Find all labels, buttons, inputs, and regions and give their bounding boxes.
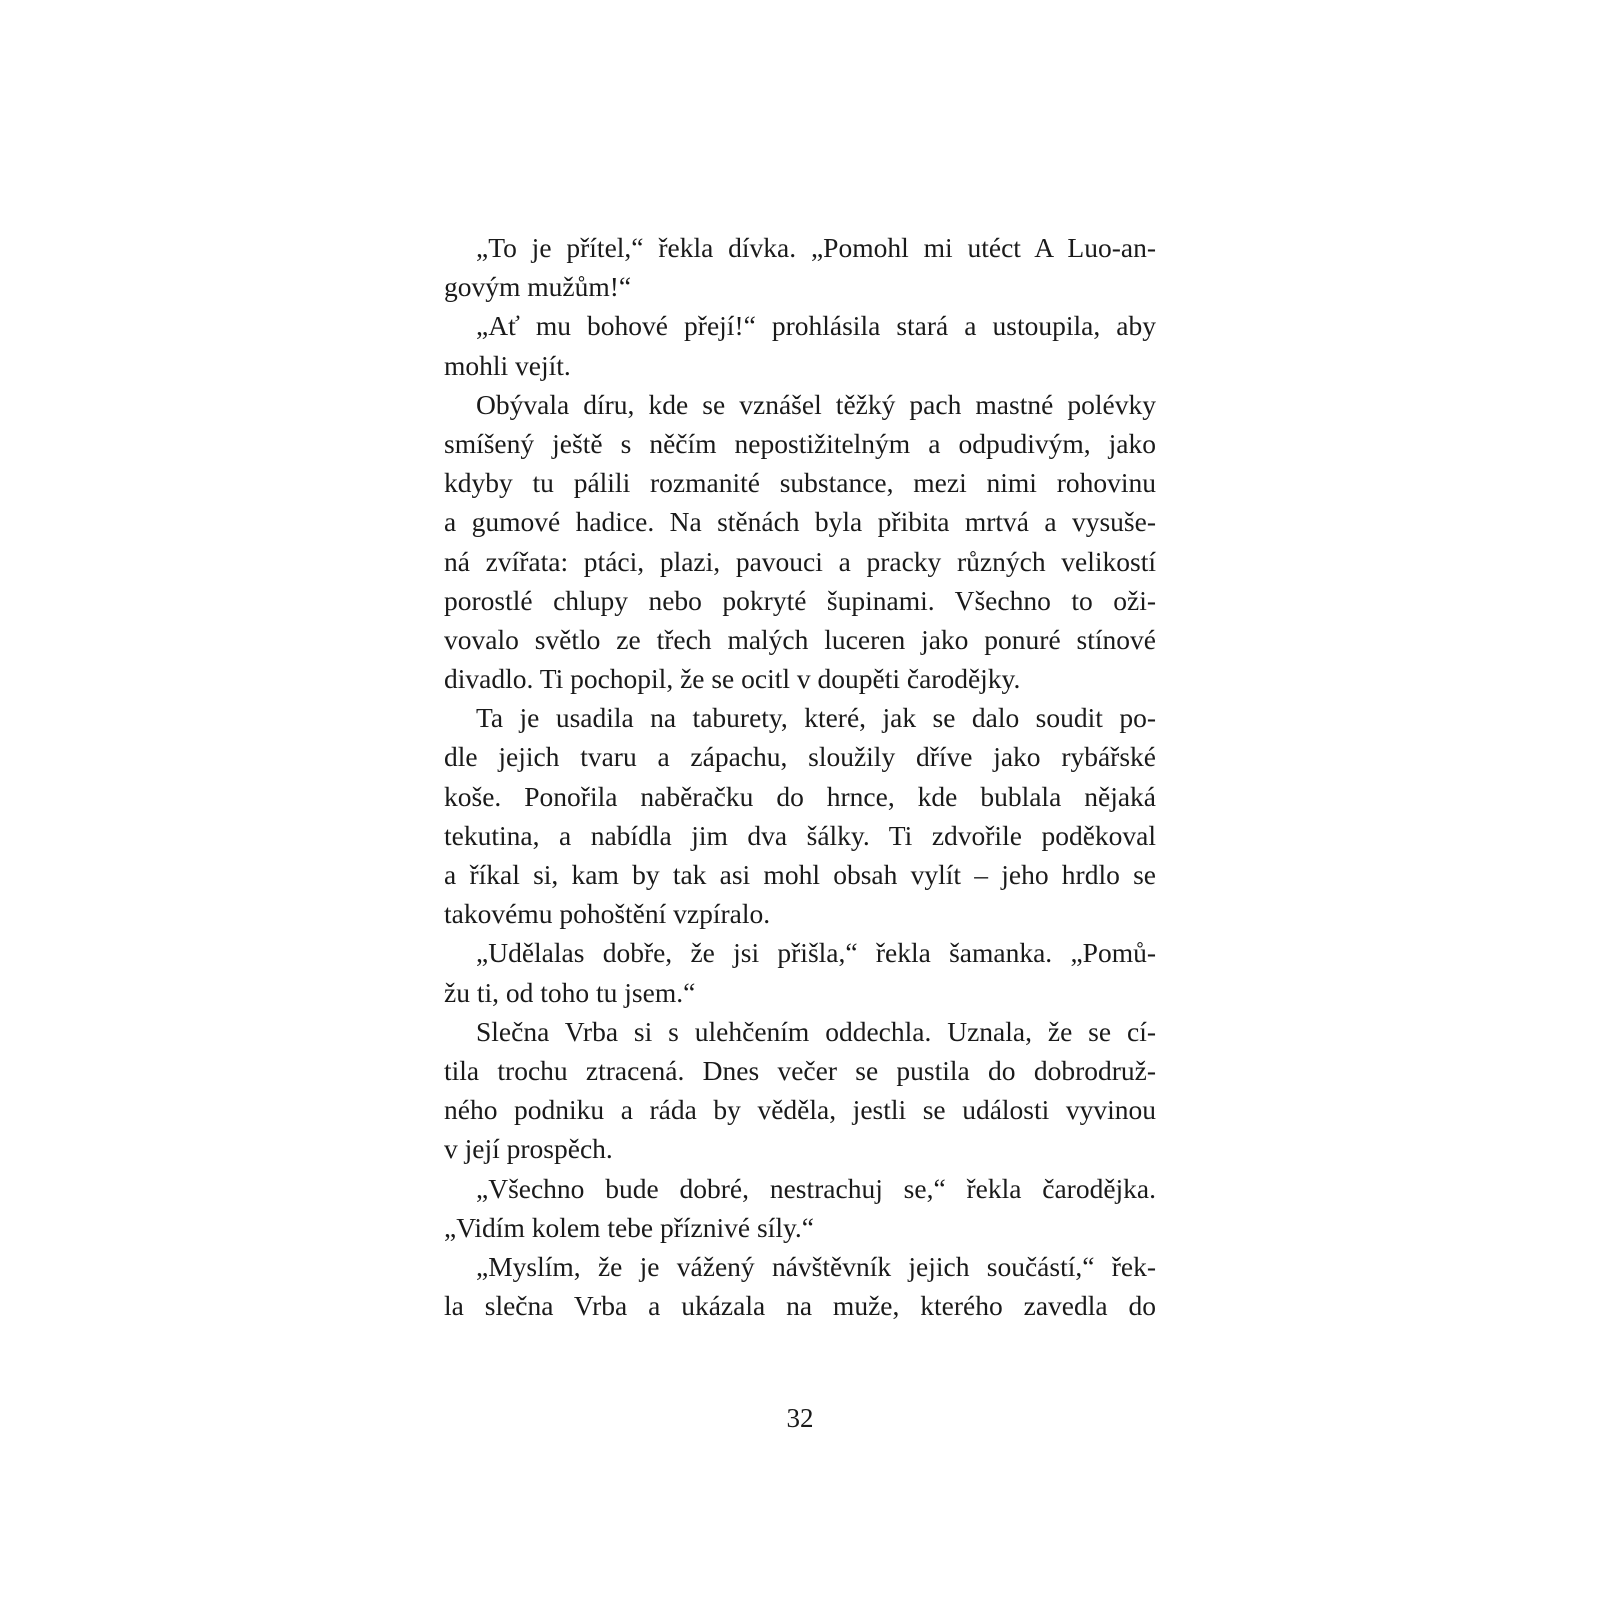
text-line: tila trochu ztracená. Dnes večer se pustila do dobrodruž- <box>444 1054 1156 1086</box>
text-line: „Myslím, že je vážený návštěvník jejich součástí,“ řek- <box>476 1250 1156 1282</box>
text-line: vovalo světlo ze třech malých luceren jako ponuré stínové <box>444 623 1156 655</box>
body-text <box>444 228 1156 1325</box>
text-line: divadlo. Ti pochopil, že se ocitl v doupěti čarodějky. <box>444 663 1021 695</box>
text-line: takovému pohoštění vzpíralo. <box>444 898 771 930</box>
text-line: žu ti, od toho tu jsem.“ <box>444 976 696 1008</box>
text-line: a gumové hadice. Na stěnách byla přibita mrtvá a vysuše- <box>444 506 1156 538</box>
text-line: „Udělalas dobře, že jsi přišla,“ řekla šamanka. „Pomů- <box>476 937 1156 969</box>
text-line: dle jejich tvaru a zápachu, sloužily dříve jako rybářské <box>444 741 1156 773</box>
text-line: Obývala díru, kde se vznášel těžký pach mastné polévky <box>476 388 1156 420</box>
text-line: Ta je usadila na taburety, které, jak se dalo soudit po- <box>476 702 1156 734</box>
text-line: „Vidím kolem tebe příznivé síly.“ <box>444 1211 815 1243</box>
text-line: koše. Ponořila naběračku do hrnce, kde bublala nějaká <box>444 780 1156 812</box>
text-line: govým mužům!“ <box>444 271 632 303</box>
text-line: „Ať mu bohové přejí!“ prohlásila stará a ustoupila, aby <box>476 310 1156 342</box>
text-line: ná zvířata: ptáci, plazi, pavouci a pracky různých velikostí <box>444 545 1156 577</box>
text-line: kdyby tu pálili rozmanité substance, mezi nimi rohovinu <box>444 467 1156 499</box>
text-line: mohli vejít. <box>444 349 571 381</box>
text-line: Slečna Vrba si s ulehčením oddechla. Uznala, že se cí- <box>476 1015 1156 1047</box>
text-line: tekutina, a nabídla jim dva šálky. Ti zdvořile poděkoval <box>444 819 1156 851</box>
text-line: smíšený ještě s něčím nepostižitelným a odpudivým, jako <box>444 427 1156 459</box>
text-line: „To je přítel,“ řekla dívka. „Pomohl mi utéct A Luo-an- <box>476 232 1156 263</box>
text-line: a říkal si, kam by tak asi mohl obsah vylít – jeho hrdlo se <box>444 859 1156 890</box>
text-line: „Všechno bude dobré, nestrachuj se,“ řekla čarodějka. <box>476 1172 1156 1204</box>
text-line: la slečna Vrba a ukázala na muže, kterého zavedla do <box>444 1290 1156 1322</box>
text-line: ného podniku a ráda by věděla, jestli se události vyvinou <box>444 1094 1156 1126</box>
page-number: 32 <box>786 1403 814 1433</box>
text-line: v její prospěch. <box>444 1133 613 1165</box>
text-line: porostlé chlupy nebo pokryté šupinami. Všechno to oži- <box>444 584 1156 616</box>
